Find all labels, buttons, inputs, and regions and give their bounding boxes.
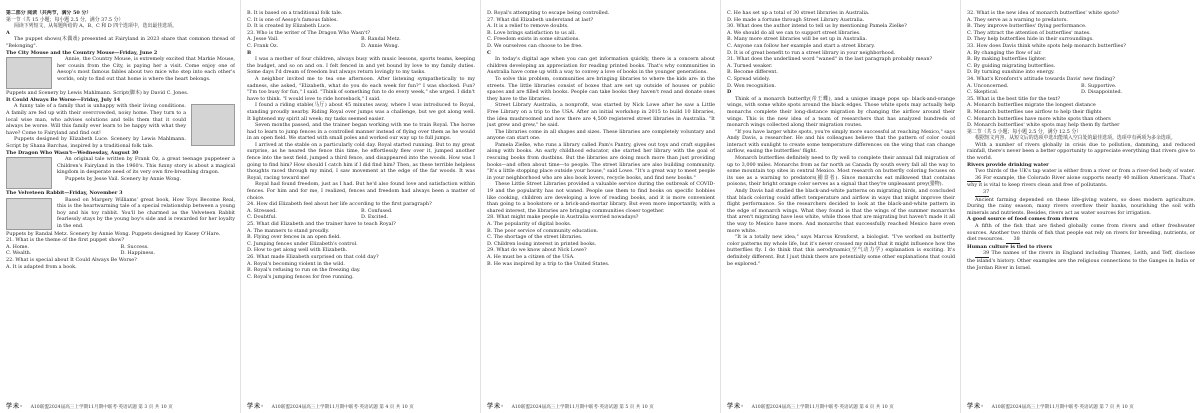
page-number: 第 4 页 共 10 页 <box>379 405 414 410</box>
option: D. How to get along well with Elizabeth. <box>247 247 348 254</box>
passage-paragraph: Think of a monarch butterfly(帝王蝶), and a unique image pops up: black-and-orange wings, with some white spots around the black edges. Those white spots may actually help monarchs complete their long-distance migration by changing the airflow around their wings. This is the new idea of a team of researchers that has analyzed hundreds of monarch wings collected along their migration routes. <box>727 95 955 129</box>
question-stem: 27. What did Elizabeth understand at last? <box>487 16 594 23</box>
passage-paragraph: Andy Davis had studied the black-and-white patterns on migrating birds, and concluded that black coloring could affect temperature and airflow in ways that might improve their flight performance. So the researchers decided to look at the black-and-white pattern in the edge of monarch wings. What they found is that the wings of the summer monarchs that aren't migrating have less white, while those that are migrating but haven't made it all the way to Mexico have more. And monarchs that successfully reached Mexico have even more white. <box>727 188 955 234</box>
option: D. Happiness. <box>120 250 155 257</box>
page-footer <box>727 401 954 410</box>
passage-paragraph: These Little Street Libraries provided a valuable service during the outbreak of COVID-19 and the popularity has not waned. People use them to find books on specific hobbies like cooking, children are developing a love of reading books, and it is more convenient than going to a bookstore or a brick-and-mortar library. But even more importantly, with a shared interest, the libraries are bringing communities closer together. <box>487 181 715 214</box>
option: B. Randal Metz. <box>361 36 401 43</box>
option: C. Wealth. <box>6 250 32 257</box>
passage-paragraph: The libraries come in all shapes and sizes. These libraries are completely voluntary and anyone can start one. <box>487 128 715 142</box>
option: A. Home. <box>6 243 29 250</box>
passage-paragraph: In today's digital age when you can get information quickly, there is a concern about children developing an appreciation for reading printed books. That's why communities in Australia have come up with a way to convey a love of books in the younger generations. <box>487 56 715 76</box>
option: A. It is a relief to remove doubts. <box>487 23 569 30</box>
show-title: The Dragon Who Wasn't—Wednesday, August 30 <box>6 149 139 156</box>
passage-paragraph <box>967 189 1195 197</box>
show-credit: Puppets and Scenery by Lewis Mahlmann. Script(脚本) by David C. Jones. <box>6 90 189 97</box>
option: B. By making butterflies lighter. <box>967 56 1047 63</box>
passage-paragraph: Ancient farming depended on these life-giving waters, so does modern agriculture. During the rainy season, many rivers overflow their banks, nourishing the soil with minerals and nutrients. Besides, rivers act as water sources for irrigation. <box>967 196 1195 216</box>
option: C. The shortage of the street libraries. <box>487 234 583 241</box>
answer-blank[interactable]: 36 <box>967 175 981 183</box>
option: D. Children losing interest in printed books. <box>487 240 597 247</box>
page-number: 第 6 页 共 10 页 <box>859 405 894 410</box>
question-stem: 26. What made Elizabeth surprised on that cold day? <box>247 253 379 260</box>
passage-paragraph: Street Library Australia, a nonprofit, was started by Nick Lowe after he saw a Little Free Library on a trip to the USA. After an initial workshop in 2015 to build 10 libraries, the idea mushroomed and now there are 4,500 registered street libraries in Australia. "It just grew and grew," he said. <box>487 102 715 129</box>
passage-paragraph: Monarch butterflies definitely need to fly well to complete their annual fall migration of up to 3,000 miles. Monarchs from as far north as Canada fly south every fall all the way to some mountain top sites in central Mexico. Most research on butterfly coloring focuses on its use as a warning to predators(捕食者). Since monarchs eat milkweed that contains poisons, their bright orange color serves as a signal that they're unpleasant prey(猎物). <box>727 155 955 188</box>
option: D. Annie Wong. <box>361 42 400 49</box>
option: A. The popularity of digital books. <box>487 221 572 227</box>
option: B. Royal's refusing to run on the freezing day. <box>247 267 361 274</box>
passage-paragraph: Pamela Zielke, who runs a library called Pam's Pantry, gives out toys and craft supplies along with books. An early childhood educator, she started her library with the goal of rescuing books from dustbins. But the libraries are doing much more than just providing books—and often about time—to people. The street libraries are also building community. "It's a little stopping place outside your house," said Lowe. "It's a great way to meet people in your neighborhood who are also book lovers, recycle books, and find new books." <box>487 141 715 181</box>
option: B. Success. <box>120 243 149 250</box>
option: C. Skeptical. <box>967 89 999 96</box>
answer-blank[interactable]: 37 <box>975 189 989 197</box>
section-heading: 第二节（共 5 小题；每小题 2.5 分，满分 12.5 分） <box>967 128 1082 135</box>
option: A. Monarch butterflies migrate the longest distance <box>967 102 1096 109</box>
puppet-photo <box>191 104 235 146</box>
passage-paragraph <box>967 168 1195 189</box>
option: A. It is adapted from a book. <box>6 263 77 270</box>
passage-text: For example, the Colorado River alone supports nearly 40 million Americans. That's why it is vital to keep rivers clean and free of pollutants. <box>967 174 1195 189</box>
instructions: 阅读下列短文，从每题所给的 A、B、C 和 D 四个选项中，选出最佳选项。 <box>14 23 177 30</box>
option: D. It is created by Elizabeth Luce. <box>247 23 332 30</box>
option: A. They serve as a warning to predators. <box>967 16 1068 23</box>
passage-paragraph: "It is a totally new idea," says Marcus Kronforst, a biologist. "I've worked on butterfly color patterns my whole life, but it's never crossed my mind that it might influence how the butterflies fly. I do think that this aerodynamic(空气动力学) explanation is exciting. It's definitely different. But I just think there are potentially some other explanations that could be explored." <box>727 234 955 267</box>
option: C. By guiding migrating butterflies. <box>967 62 1056 69</box>
paragraph-heading: Human culture is tied to rivers <box>967 243 1052 250</box>
option: B. He was inspired by a trip to the United States. <box>487 260 610 267</box>
answer-options <box>247 208 475 221</box>
passage-text: The names of the rivers in England including Thames, Leith, and Teff, disclose the island's history. Other examples are the religious connections to the Ganges in India or the Jordan River in Israel. <box>967 250 1195 271</box>
exam-name: A10联盟2024届高三上学期11月期中联考·英语试题 <box>30 405 137 410</box>
passage-paragraph <box>967 250 1195 271</box>
exam-name: A10联盟2024届高三上学期11月期中联考·英语试题 <box>511 405 618 410</box>
puppet-photo <box>6 57 52 89</box>
show-description: A funny tale of a family that is unhappy with their living conditions. A family are fed up with their overcrowded, noisy home. They turn to a local wise man, who advises solutions and tells them that it could always be worse. Will this family ever learn to be happy with what they have? Come to Fairyland and find out! <box>6 103 186 136</box>
page-number: 第 3 页 共 10 页 <box>138 405 173 410</box>
option: C. They attract the attention of butterflies' mates. <box>967 29 1091 36</box>
option: C. Anyone can follow her example and start a street library. <box>727 42 875 49</box>
option: D. It is of great benefit to run a street library in your neighborhood. <box>727 49 896 56</box>
passage-letter: D <box>727 89 732 96</box>
question-stem: 29. What do we know about Nick Lowe? <box>487 247 587 254</box>
question-stem: 28. What might make people in Australia worried nowadays? <box>487 214 639 221</box>
option: B. Become different. <box>727 69 778 76</box>
option: B. It is based on a traditional folk tale. <box>247 10 343 16</box>
exam-name: A10联盟2024届高三上学期11月期中联考·英语试题 <box>751 405 858 410</box>
option: C. Jumping fences under Elizabeth's control. <box>247 240 358 247</box>
passage-intro: The puppet shows(木偶戏) presented at Fairyland in 2023 share that common thread of "Belonging". <box>6 36 235 49</box>
option: C. Royal's jumping fences for free running. <box>247 273 354 280</box>
brand-logo: 学未· <box>967 403 985 410</box>
option: B. The poor service of community education. <box>487 227 599 234</box>
show-description: Annie, the Country Mouse, is extremely excited that Markie Mouse, her cousin from the City, is paying her a visit. Come enjoy one of Aesop's most famous fables about two mice who step into each other's worlds, only to find out that home is where the heart belongs. <box>57 56 235 82</box>
show-credit: Puppets designed by Elizabeth Luce. Scenery by Lewis Mahlmann. Script by Shana Barchas, inspired by a traditional folk tale. <box>6 136 186 149</box>
option: A. Turned weaker. <box>727 62 773 69</box>
option: D. They help butterflies hide in their surroundings. <box>967 36 1094 43</box>
question-stem: 34. What's Kronforst's attitude towards Davis' new finding? <box>967 75 1115 82</box>
option: D. Excited. <box>361 214 389 221</box>
page-number: 第 5 页 共 10 页 <box>619 405 654 410</box>
option: B. Love brings satisfaction to us all. <box>487 29 576 36</box>
passage-paragraph: I arrived at the stable on a particularly cold day. Royal started running. But to my great surprise, as he neared the fence this time, he effortlessly flew over it, jumped another fence into the next field, jumped a third fence, and disappeared into the woods. How was I going to find him? How should I catch him if I did find him? Then, as these terrible helpless thoughts raced through my mind, I saw movement at the edge of the far woods. It was Royal, racing toward me! <box>247 141 475 181</box>
answer-blank[interactable]: 39 <box>975 250 989 258</box>
page-5 <box>480 0 720 413</box>
show-credit: Puppets by Jesse Vail. Scenery by Annie Wong. <box>65 175 182 182</box>
brand-logo: 学未· <box>487 403 505 410</box>
option: D. Royal's attempting to escape being controlled. <box>487 10 610 16</box>
section-heading: 第一节（共 15 小题；每小题 2.5 分，满分 37.5 分） <box>6 16 124 23</box>
option: B. They improve butterflies' flying performance. <box>967 23 1087 30</box>
question-stem: 21. What is the theme of the first puppet show? <box>6 237 125 244</box>
show-credit: Puppets by Randal Metz. Scenery by Annie Wong. Puppets designed by Kasey O'Hare. <box>6 230 221 237</box>
brand-logo: 学未· <box>247 403 265 410</box>
passage-paragraph: I was a mother of four children, always busy with music lessons, sports teams, keeping the budget, and so on and on. I felt fenced in and yet bound by love to my family duties. Some days I'd dream of freedom but always return lovingly to my tasks. <box>247 56 475 76</box>
question-stem: 32. What is the new idea of monarch butterflies' white spots? <box>967 10 1120 16</box>
exam-name: A10联盟2024届高三上学期11月期中联考·英语试题 <box>991 405 1098 410</box>
page-6 <box>720 0 960 413</box>
option: B. Monarch butterflies use airflow to help their flights <box>967 108 1102 115</box>
option: C. Monarch butterflies have more white spots than others <box>967 115 1111 122</box>
show-title: The Velveteen Rabbit—Friday, November 3 <box>6 190 123 197</box>
option: B. Supportive. <box>1081 82 1117 89</box>
page-7 <box>960 0 1200 413</box>
passage-paragraph: Royal had found freedom, just as I had. But he'd also found love and satisfaction within fences. For him and for me, I realized, fences and freedom had always been a matter of choice. <box>247 181 475 201</box>
answer-blank[interactable]: 38 <box>1006 236 1020 244</box>
answer-options <box>247 36 475 49</box>
show-description: Based on Margery Williams' great book, How Toys Become Real, this is the heartwarming tale of a special relationship between a young boy and his toy rabbit. You'll be charmed as the Velveteen Rabbit fearlessly stays by the young boy's side and is rewarded for her loyalty in the end. <box>57 196 235 230</box>
option: A. We should do all we can to support street libraries. <box>727 29 861 36</box>
option: A. Stressed. <box>247 207 277 214</box>
instructions: 根据短文内容，从短文后的选项中选出能填入空白处的最佳选项。选项中有两项为多余选项。 <box>975 135 1176 142</box>
passage-paragraph: "If you have larger white spots, you're simply more successful at reaching Mexico," says Andy Davis, a researcher. He and his colleagues believe that the pattern of color could interact with sunlight to create some temperature differences on the wing that can change airflow, easing the butterflies' flight. <box>727 128 955 155</box>
option: D. Monarch butterflies' white spots may help them fly farther <box>967 122 1120 129</box>
option: B. Flying over fences in an open field. <box>247 234 341 241</box>
question-stem: 35. What is the best title for the text? <box>967 95 1061 102</box>
option: B. Confused. <box>361 207 393 214</box>
passage-text: A fifth of the fish that are fished globally come from rivers and other freshwater sources. Another two thirds of fish that people eat rely on rivers for breeding, nutrients, or diet resources. <box>967 223 1195 243</box>
passage-letter: C <box>487 49 491 56</box>
option: A. Unconcerned. <box>967 82 1009 89</box>
paragraph-heading: A good source of food comes from rivers <box>967 216 1078 223</box>
exam-name: A10联盟2024届高三上学期11月期中联考·英语试题 <box>271 405 378 410</box>
option: D. Disappointed. <box>1081 89 1123 96</box>
passage-paragraph: A neighbor invited me to tea one afternoon. After listening sympathetically to my sadness, she asked, "Elizabeth, what do you do each week for fun?" I was shocked. Fun? "I'm too busy for fun," I said. "Think of something fun to do every week," she urged. I didn't have to think. "I would love to ride horseback," I said. <box>247 75 475 102</box>
page-footer <box>967 401 1194 410</box>
passage-paragraph: With a number of rivers globally in crisis due to pollution, damming, and reduced rainfall, there's never been a better opportunity to appreciate everything that rivers give to the world. <box>967 141 1195 162</box>
question-stem: 24. How did Elizabeth feel about her life according to the first paragraph? <box>247 201 432 208</box>
answer-options <box>967 83 1195 96</box>
option: A. He must be a citizen of the USA. <box>487 253 575 260</box>
passage-paragraph <box>967 223 1195 244</box>
option: D. By turning sunshine into energy. <box>967 69 1055 76</box>
passage-paragraph: I found a riding stable(马厅) about 45 minutes away, where I was introduced to Royal, standing proudly nearby. Riding Royal over jumps was a challenge, but we got along well. It lightened my spirit all week; my tasks seemed easier. <box>247 102 475 122</box>
option: B. Many more street libraries will be set up in Australia. <box>727 36 868 43</box>
page-footer <box>487 401 714 410</box>
passage-letter: A <box>6 29 10 36</box>
passage-letter: B <box>247 49 252 56</box>
passage-paragraph: To solve this problem, communities are bringing libraries to where the kids are: in the streets. The little libraries consist of boxes that are set up outside of houses or public spaces and are filled with books. People can take books they haven't read and donate ones they have to the libraries. <box>487 75 715 102</box>
page-3 <box>0 0 240 413</box>
option: C. Doubtful. <box>247 214 277 221</box>
option: C. Frank Oz. <box>247 42 279 49</box>
option: D. He made a fortune through Street Library Australia. <box>727 16 865 23</box>
puppet-photo <box>6 157 52 189</box>
option: D. Won recognition. <box>727 82 777 89</box>
option: C. Freedom exists in some situations. <box>487 36 580 43</box>
option: C. It is one of Aesop's famous fables. <box>247 16 338 23</box>
passage-text: Two thirds of the UK's tap water is either from a river or from a river-fed body of water. <box>975 168 1195 175</box>
option: C. He has set up a total of 30 street libraries in Australia. <box>727 10 870 16</box>
question-stem: 25. What did Elizabeth and the trainer have to teach Royal? <box>247 221 396 227</box>
question-stem: 23. Who is the writer of The Dragon Who Wasn't? <box>247 29 370 36</box>
show-description: An original tale written by Frank Oz, a great teenage puppeteer a Children's Fairyland in the 1960's. This funny story is about a magical kingdom in desperate need of its very own fire-breathing dragon. <box>57 156 235 176</box>
answer-options <box>6 244 235 257</box>
part-heading: 第二部分 阅读（共两节，满分 50 分） <box>6 10 92 16</box>
passage-paragraph: Seven months passed, and the trainer began working with me to train Royal. The horse had to learn to jump fences in a controlled manner instead of flying over them as he would in an open field. We started with small poles and worked our way up to full jumps. <box>247 122 475 142</box>
option: A. By changing the flow of air. <box>967 49 1042 56</box>
page-footer <box>6 401 234 410</box>
option: C. Spread widely. <box>727 75 770 82</box>
page-footer <box>247 401 474 410</box>
paragraph-heading: Rivers provide drinking water <box>967 161 1049 168</box>
option: A. Royal's becoming violent in the wild. <box>247 260 345 267</box>
option: A. Jesse Vail. <box>247 36 279 43</box>
page-number: 第 7 页 共 10 页 <box>1099 405 1134 410</box>
question-stem: 22. What is special about It Could Always Be Worse? <box>6 257 137 264</box>
brand-logo: 学未· <box>727 403 745 410</box>
brand-logo: 学未· <box>6 403 24 410</box>
option: A. The manners to stand proudly. <box>247 227 330 234</box>
question-stem: 31. What does the underlined word "waned" in the last paragraph probably mean? <box>727 56 933 63</box>
question-stem: 30. What does the author intend to tell us by mentioning Pamela Zielke? <box>727 23 907 30</box>
show-title: The City Mouse and the Country Mouse—Friday, June 2 <box>6 49 158 56</box>
puppet-photo <box>6 198 52 230</box>
show-title: It Could Always Be Worse—Friday, July 14 <box>6 96 121 103</box>
page-4 <box>240 0 480 413</box>
question-stem: 33. How does Davis think white spots help monarch butterflies? <box>967 42 1126 49</box>
option: D. We ourselves can choose to be free. <box>487 42 583 49</box>
